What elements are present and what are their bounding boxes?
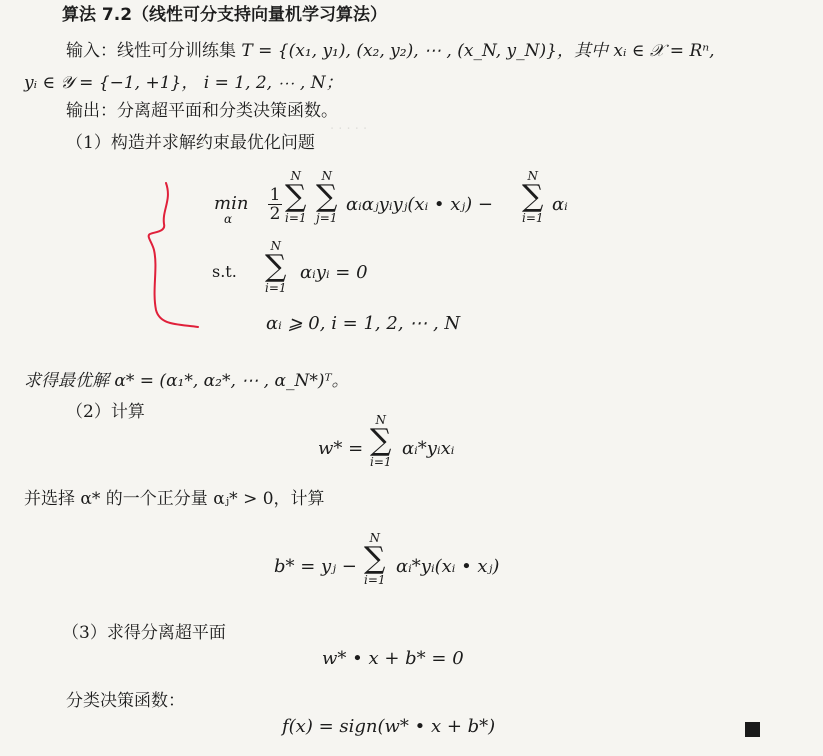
opt-min: min	[214, 193, 249, 214]
frac-numerator: 1	[269, 185, 281, 205]
sigma-icon: ∑	[364, 541, 386, 576]
w-rhs: αᵢ*yᵢxᵢ	[402, 438, 455, 459]
b-rhs: αᵢ*yᵢ(xᵢ • xⱼ)	[396, 556, 500, 577]
end-of-proof-square-icon	[745, 722, 760, 737]
algorithm-title: 算法 7.2（线性可分支持向量机学习算法）	[62, 5, 388, 25]
sum-upper: N	[290, 169, 302, 183]
choose-line: 并选择 α* 的一个正分量 αⱼ* > 0，计算	[24, 489, 325, 509]
sigma-icon: ∑	[265, 249, 287, 284]
sum-lower: i=1	[364, 573, 386, 587]
w-lhs: w* =	[318, 438, 364, 459]
step3-heading: （3）求得分离超平面	[62, 623, 226, 643]
step2-heading: （2）计算	[66, 402, 145, 422]
sum-lower: i=1	[285, 211, 307, 225]
bleed-through-text: · · · · ·	[330, 122, 368, 137]
sum-lower: i=1	[522, 211, 544, 225]
sigma-icon: ∑	[370, 423, 392, 458]
st-body: αᵢyᵢ = 0	[300, 262, 368, 283]
sum-b	[364, 532, 386, 586]
sigma-icon: ∑	[285, 179, 307, 214]
sum-lower: j=1	[316, 211, 338, 225]
decision-function: f(x) = sign(w* • x + b*)	[282, 716, 496, 737]
sum-upper: N	[369, 531, 381, 545]
sum-lower: i=1	[370, 455, 392, 469]
solution-line: 求得最优解 α* = (α₁*, α₂*, ⋯ , α_N*)ᵀ。	[24, 371, 349, 391]
sum-w	[370, 414, 392, 468]
sum-upper: N	[375, 413, 387, 427]
sum-upper: N	[270, 239, 282, 253]
input-label: 输入：线性可分训练集	[66, 41, 236, 61]
sum-lower: i=1	[265, 281, 287, 295]
opt-tail: αᵢ	[552, 194, 568, 215]
input-set: T = {(x₁, y₁), (x₂, y₂), ⋯ , (x_N, y_N)}，其中 xᵢ ∈ 𝒳 = Rⁿ,	[241, 41, 715, 61]
output-line: 输出：分离超平面和分类决策函数。	[66, 101, 338, 121]
opt-min-subscript: α	[224, 212, 233, 226]
st-label: s.t.	[212, 262, 237, 281]
step1-heading: （1）构造并求解约束最优化问题	[66, 133, 315, 153]
sum-upper: N	[321, 169, 332, 183]
opt-body: αᵢαⱼyᵢyⱼ(xᵢ • xⱼ) −	[346, 194, 493, 215]
sigma-icon: ∑	[522, 179, 544, 214]
frac-denominator: 2	[269, 204, 281, 224]
input-line-2: yᵢ ∈ 𝒴 = {−1, +1}， i = 1, 2, ⋯ , N；	[24, 73, 343, 93]
st-condition: αᵢ ⩾ 0, i = 1, 2, ⋯ , N	[266, 313, 461, 334]
decision-label: 分类决策函数：	[66, 691, 185, 711]
hyperplane-equation: w* • x + b* = 0	[322, 648, 464, 669]
sigma-icon: ∑	[316, 179, 338, 214]
b-lhs: b* = yⱼ −	[274, 556, 357, 577]
sum-upper: N	[527, 169, 539, 183]
